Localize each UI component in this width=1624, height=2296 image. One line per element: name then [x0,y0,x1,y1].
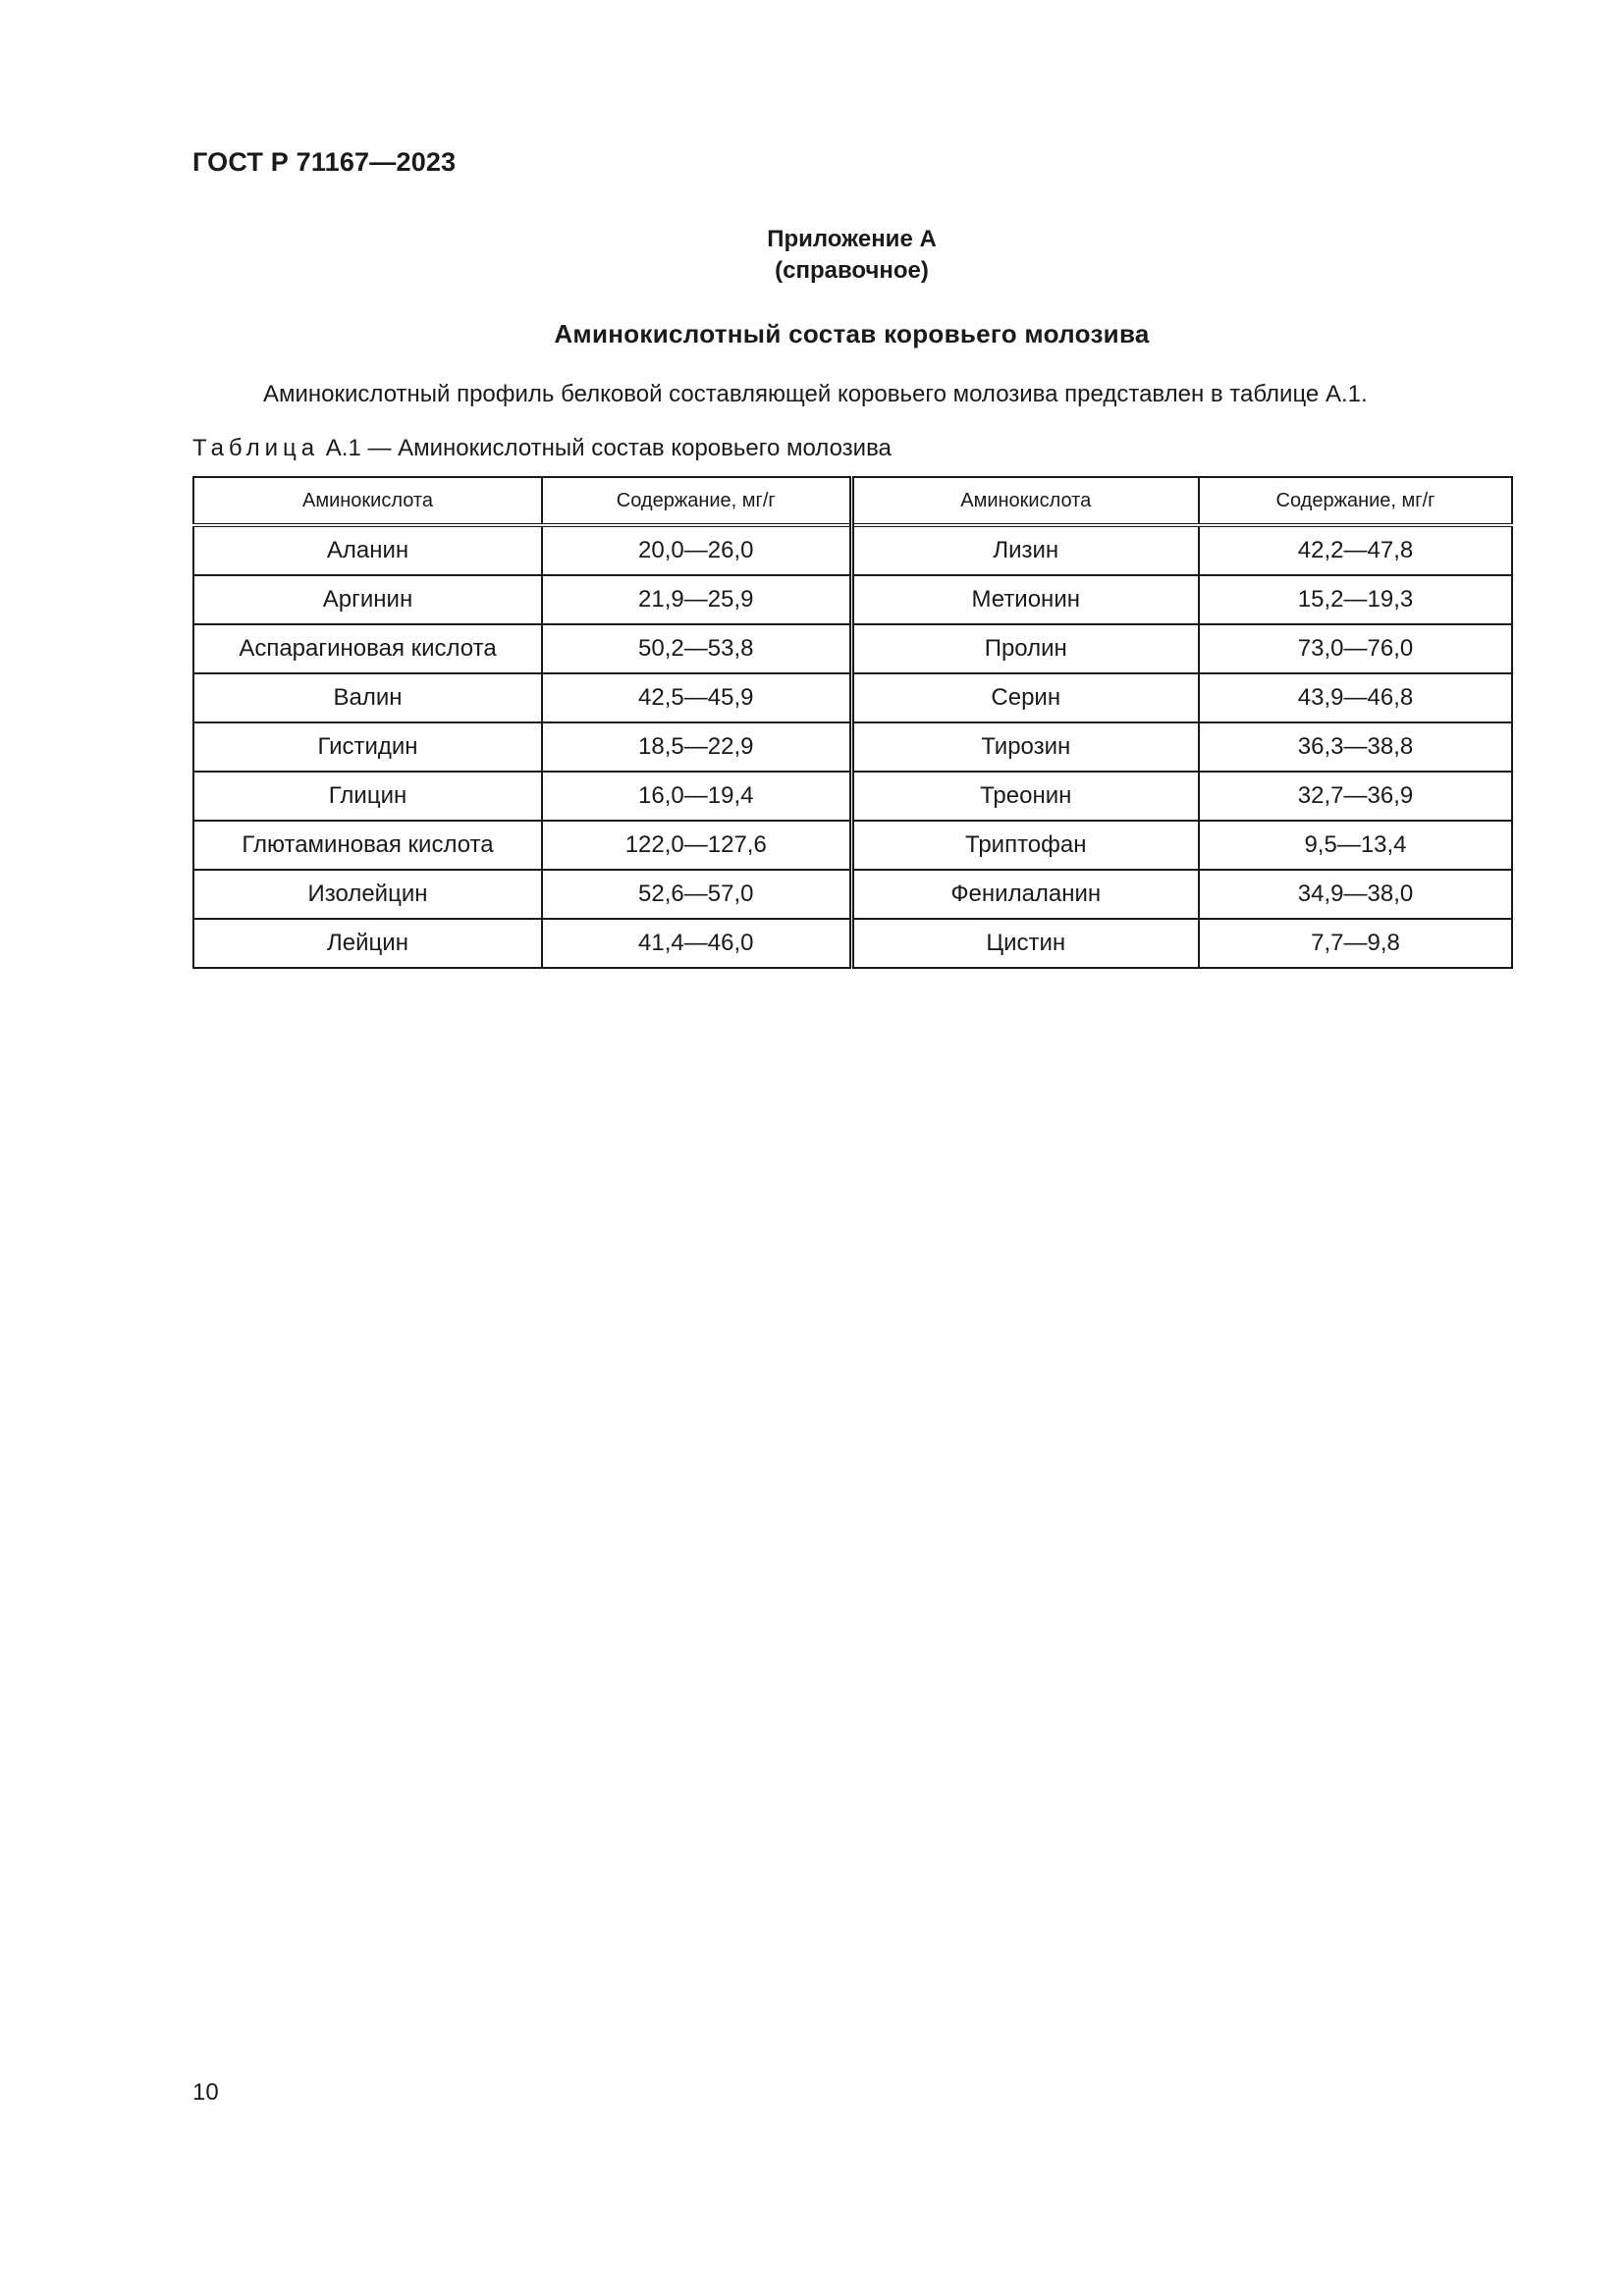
document-code: ГОСТ Р 71167—2023 [192,147,457,177]
amino-acid-name: Глютаминовая кислота [193,821,542,870]
content-range: 122,0—127,6 [542,821,851,870]
table-row [193,575,1512,624]
amino-acid-name: Глицин [193,772,542,821]
amino-acid-name: Пролин [851,624,1199,673]
table-row [193,525,1512,575]
amino-acid-name: Валин [193,673,542,722]
content-range: 52,6—57,0 [542,870,851,919]
intro-paragraph: Аминокислотный профиль белковой составляющей коровьего молозива представлен в таблице А.1. [263,381,1368,407]
amino-acid-name: Метионин [851,575,1199,624]
content-range: 42,2—47,8 [1199,525,1512,575]
content-range: 73,0—76,0 [1199,624,1512,673]
table-row [193,870,1512,919]
table-row [193,722,1512,772]
content-range: 34,9—38,0 [1199,870,1512,919]
amino-acid-name: Тирозин [851,722,1199,772]
amino-acid-name: Лейцин [193,919,542,968]
content-range: 16,0—19,4 [542,772,851,821]
content-range: 50,2—53,8 [542,624,851,673]
section-title: Аминокислотный состав коровьего молозива [554,319,1150,348]
table-header-row [193,477,1512,525]
amino-acid-name: Серин [851,673,1199,722]
content-range: 43,9—46,8 [1199,673,1512,722]
annex-type: (справочное) [775,257,929,284]
amino-acid-name: Аргинин [193,575,542,624]
content-range: 42,5—45,9 [542,673,851,722]
amino-acid-name: Изолейцин [193,870,542,919]
amino-acid-name: Триптофан [851,821,1199,870]
content-range: 36,3—38,8 [1199,722,1512,772]
content-range: 32,7—36,9 [1199,772,1512,821]
table-row [193,772,1512,821]
table-row [193,673,1512,722]
amino-acid-name: Лизин [851,525,1199,575]
annex-title: Приложение А [767,226,937,252]
content-range: 20,0—26,0 [542,525,851,575]
page-number: 10 [192,2079,219,2106]
content-range: 7,7—9,8 [1199,919,1512,968]
content-range: 9,5—13,4 [1199,821,1512,870]
content-range: 18,5—22,9 [542,722,851,772]
table-caption-label: Таблица [192,435,320,461]
header-content-right: Содержание, мг/г [1199,477,1512,525]
header-amino-acid-right: Аминокислота [851,477,1199,525]
table-caption [192,435,892,462]
table-row [193,624,1512,673]
amino-acid-table [192,476,1513,969]
amino-acid-name: Цистин [851,919,1199,968]
content-range: 21,9—25,9 [542,575,851,624]
header-content-left: Содержание, мг/г [542,477,851,525]
table-row [193,919,1512,968]
content-range: 15,2—19,3 [1199,575,1512,624]
table-caption-text: А.1 — Аминокислотный состав коровьего молозива [319,435,892,461]
header-amino-acid-left: Аминокислота [193,477,542,525]
amino-acid-name: Гистидин [193,722,542,772]
content-range: 41,4—46,0 [542,919,851,968]
amino-acid-name: Аспарагиновая кислота [193,624,542,673]
amino-acid-name: Аланин [193,525,542,575]
table-row [193,821,1512,870]
amino-acid-name: Треонин [851,772,1199,821]
amino-acid-name: Фенилаланин [851,870,1199,919]
